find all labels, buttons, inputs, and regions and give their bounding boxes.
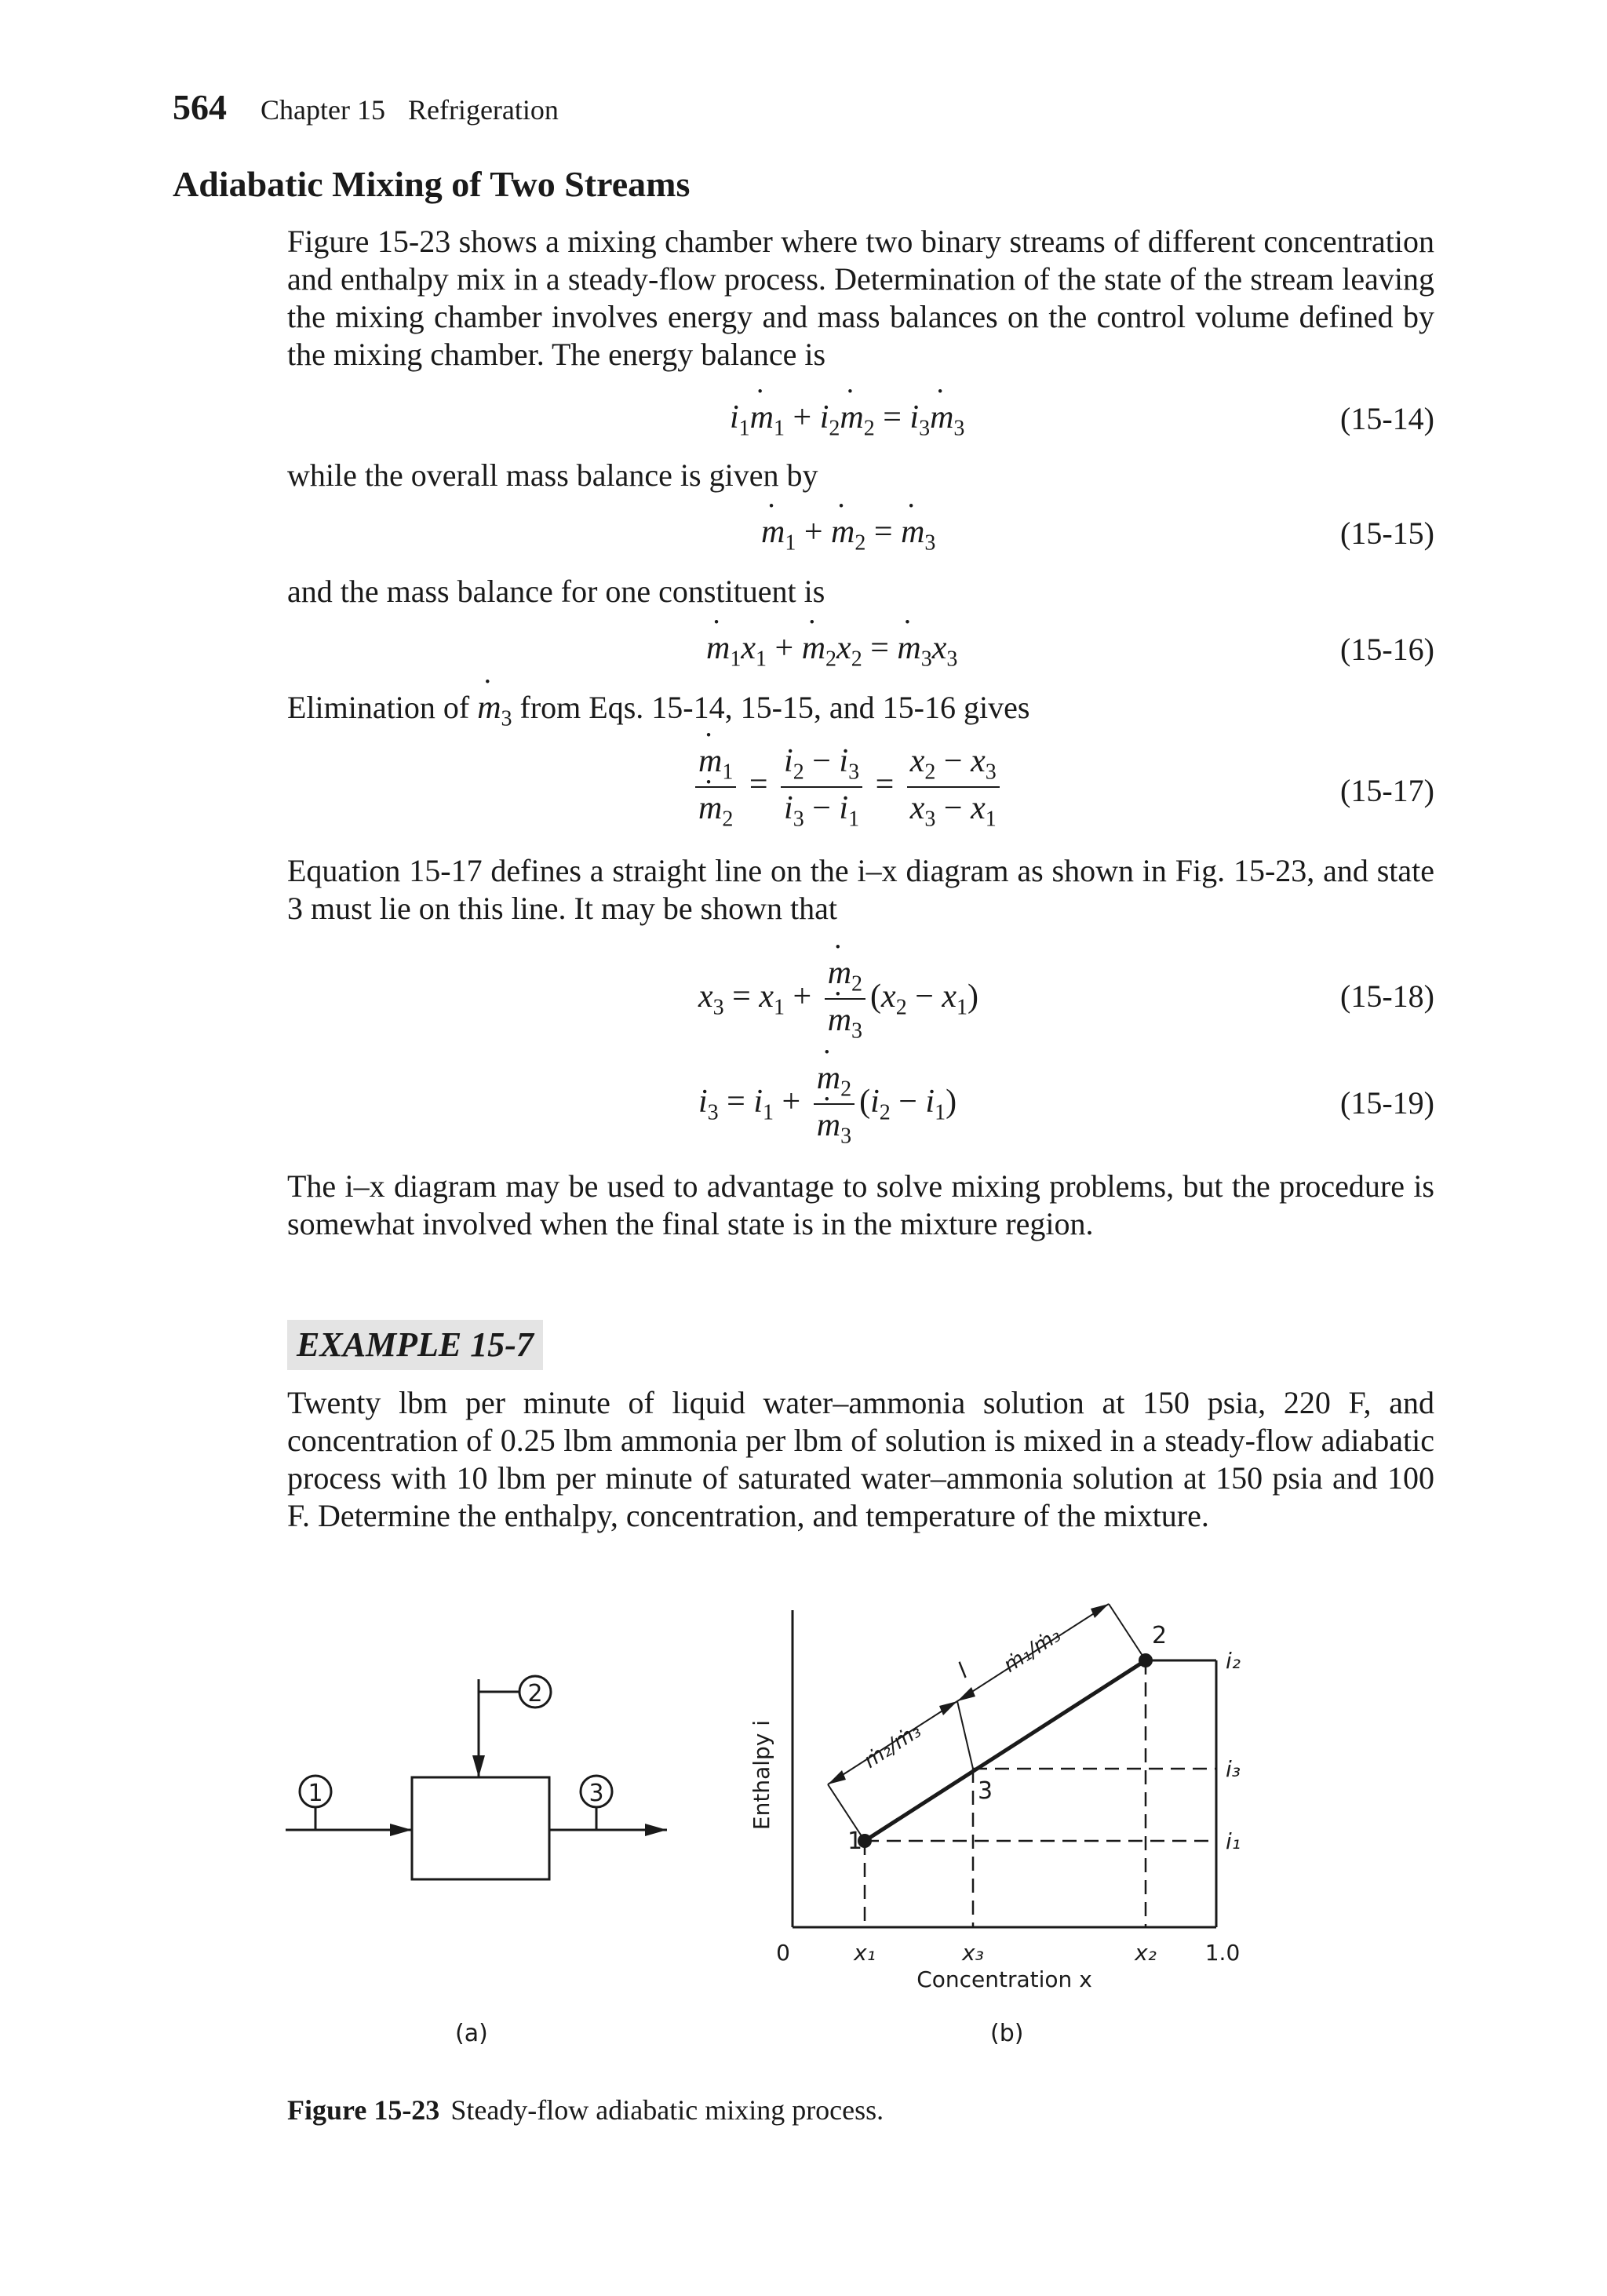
chapter-title: Refrigeration [407, 94, 559, 126]
figure-caption-number: Figure 15-23 [287, 2094, 440, 2126]
figure-b-ix-diagram [738, 1569, 1318, 1993]
i2-label: i₂ [1226, 1648, 1241, 1674]
inlet-2-arrow [472, 1755, 485, 1777]
paragraph-mass-balance: while the overall mass balance is given by [287, 457, 818, 493]
equation-number-15-15: (15-15) [1340, 516, 1434, 551]
dimension-lines [828, 1604, 1146, 1841]
figure-caption [287, 2094, 884, 2127]
state-1-label: 1 [847, 1828, 863, 1855]
equation-15-18: $x_3 = x_1$ + ˙ $m_2$ ˙ $m_3$ $(x_2 - x_1)$ [698, 954, 978, 1044]
example-text: Twenty lbm per minute of liquid water–ammonia solution at 150 psia, 220 F, and concentration of 0.25 lbm ammonia per lbm of solution is mixed in a steady-flow adiabatic process with 10 lbm per minute of saturated water–ammonia solution at 150 psia and 100 F. Determine the enthalpy, concentration, and temperature of the mixture. [287, 1385, 1434, 1533]
length-m2-m3-label: ṁ₂/ṁ₃ [859, 1718, 926, 1773]
paragraph-straight-line: Equation 15-17 defines a straight line on the i–x diagram as shown in Fig. 15-23, and state 3 must lie on this line. It may be shown that [287, 853, 1434, 926]
paragraph-constituent: and the mass balance for one constituent is [287, 574, 825, 609]
equation-15-17: ˙ $m_1$ ˙ $m_2$ = $\frac{i_2 - i_3}{i_3 - i_1}$ = $\frac{x_2 - x_3}{x_3 - x_1}$ [691, 742, 1004, 833]
equation-15-19: $i_3 = i_1$ + ˙ $m_2$ ˙ $m_3$ $(i_2 - i_1)$ [698, 1059, 957, 1150]
equation-number-15-18: (15-18) [1340, 979, 1434, 1014]
figure-b-label: (b) [990, 2020, 1024, 2047]
equation-number-15-17: (15-17) [1340, 773, 1434, 808]
x-axis-title: Concentration x [916, 1966, 1092, 1992]
length-l-label: l [953, 1658, 973, 1683]
equation-number-15-16: (15-16) [1340, 632, 1434, 667]
x1-label: x₁ [854, 1940, 876, 1966]
state-3-label: 3 [978, 1777, 993, 1805]
paragraph-intro: Figure 15-23 shows a mixing chamber where two binary streams of different concentration and enthalpy mix in a steady-flow process. Determination of the state of the stream leaving the mixing chamber involves energy and mass balances on the control volume defined by the mixing chamber. The energy balance is [287, 224, 1434, 372]
outlet-3-arrow [645, 1824, 667, 1836]
stream-1-label: 1 [308, 1780, 323, 1807]
length-m1-m3-label: ṁ₁/ṁ₃ [999, 1623, 1066, 1678]
i1-label: i₁ [1226, 1828, 1241, 1854]
figure-a-label: (a) [455, 2020, 488, 2047]
x-one-label: 1.0 [1204, 1940, 1241, 1966]
page-header [173, 86, 559, 128]
chapter-label: Chapter 15 [261, 94, 385, 126]
y-axis-title: Enthalpy i [749, 1719, 774, 1831]
x2-label: x₂ [1135, 1940, 1157, 1966]
equation-number-15-19: (15-19) [1340, 1085, 1434, 1121]
stream-3-label: 3 [589, 1780, 604, 1807]
figure-caption-text: Steady-flow adiabatic mixing process. [450, 2094, 884, 2126]
x3-label: x₃ [962, 1940, 984, 1966]
paragraph-ix-diagram: The i–x diagram may be used to advantage to solve mixing problems, but the procedure is somewhat involved when the final state is in the mixture region. [287, 1168, 1434, 1241]
mixing-chamber-box [412, 1777, 549, 1879]
inlet-1-arrow [390, 1824, 412, 1836]
stream-2-label: 2 [527, 1680, 543, 1707]
i3-label: i₃ [1226, 1756, 1241, 1782]
x-zero-label: 0 [776, 1940, 790, 1966]
example-label: EXAMPLE 15-7 [287, 1320, 543, 1370]
dashed-guides [865, 1660, 1216, 1927]
figure-a-mixing-chamber [275, 1648, 683, 1883]
equation-15-15: ˙ $m_1$ + ˙ $m_2$ = ˙ $m_3$ [761, 513, 935, 556]
equation-15-16: ˙ $m_1x_1$ + ˙ $m_2x_2$ = ˙ $m_3x_3$ [706, 629, 957, 672]
state-2-label: 2 [1152, 1622, 1168, 1649]
page-number: 564 [173, 87, 227, 127]
section-title: Adiabatic Mixing of Two Streams [173, 164, 691, 204]
equation-number-15-14: (15-14) [1340, 401, 1434, 436]
paragraph-elimination: Elimination of ˙ $m_3$ from Eqs. 15-14, 15-15, and 15-16 gives [287, 689, 1029, 731]
equation-15-14: $i_1˙$ $m_1$ + $i_2˙$ $m_2$ = $i_3˙$ $m_3$ [730, 399, 964, 441]
